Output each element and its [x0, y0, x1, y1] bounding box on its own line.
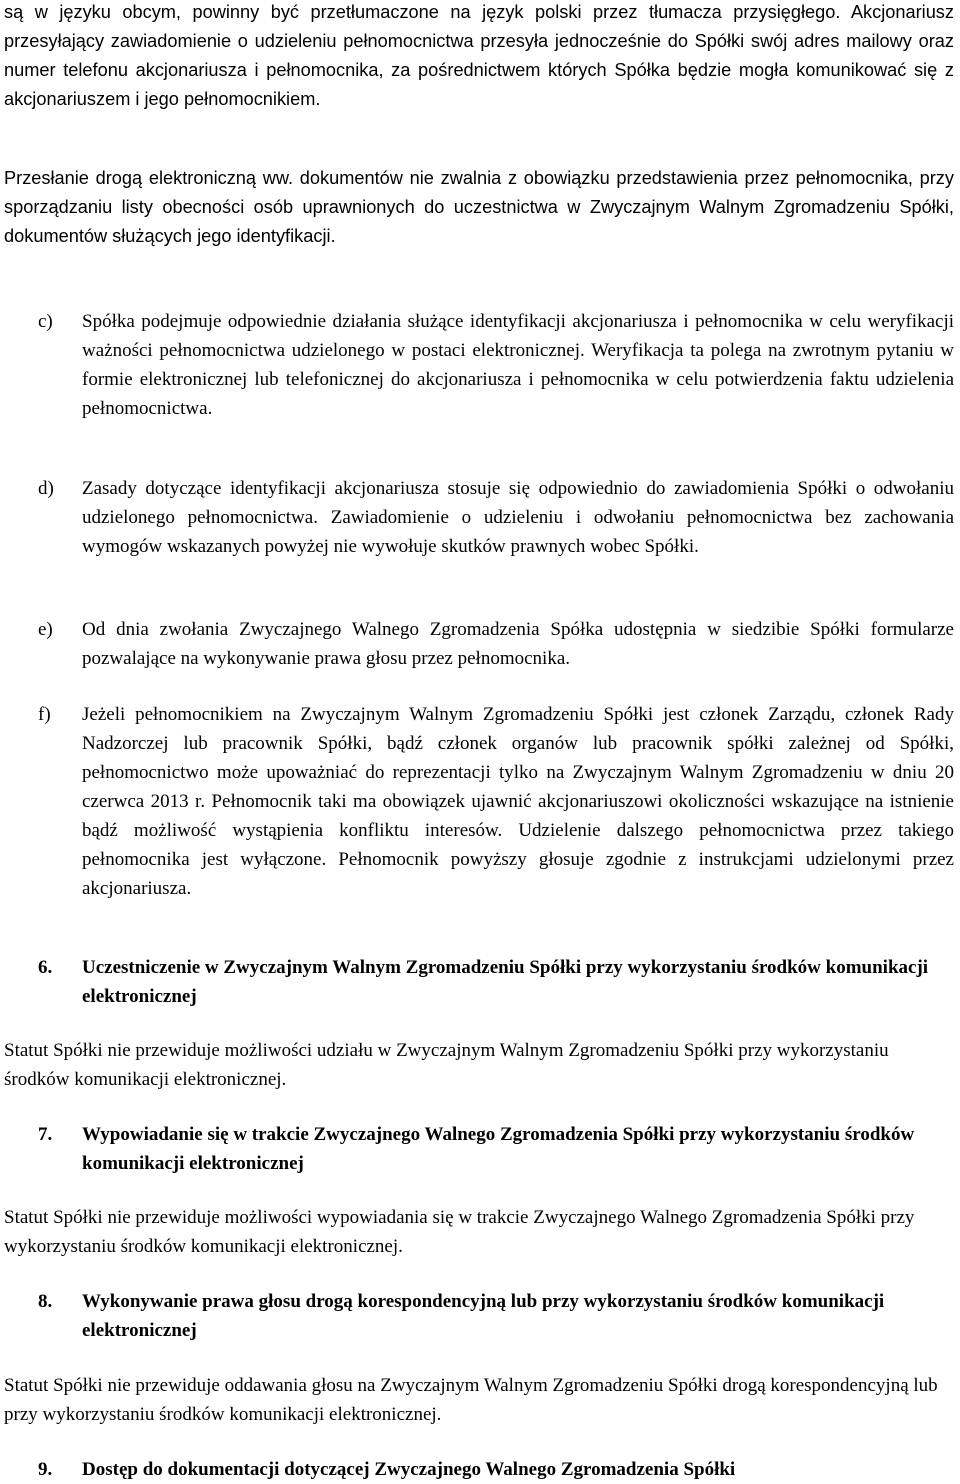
section-heading-9 [38, 1455, 954, 1484]
section-8-text: Statut Spółki nie przewiduje oddawania głosu na Zwyczajnym Walnym Zgromadzeniu Spółki drogą korespondencyjną lub przy wykorzystaniu środków komunikacji elektronicznej. [4, 1375, 938, 1425]
section-heading-7 [38, 1120, 954, 1178]
section-heading-6 [38, 953, 954, 1011]
section-title: Dostęp do dokumentacji dotyczącej Zwyczajnego Walnego Zgromadzenia Spółki [82, 1459, 736, 1480]
section-number: 9. [38, 1459, 53, 1480]
list-item-text: Od dnia zwołania Zwyczajnego Walnego Zgromadzenia Spółka udostępnia w siedzibie Spółki formularze pozwalające na wykonywanie prawa głosu przez pełnomocnika. [82, 619, 954, 669]
list-item-text: Jeżeli pełnomocnikiem na Zwyczajnym Walnym Zgromadzeniu Spółki jest członek Zarządu, członek Rady Nadzorczej lub pracownik Spółki, bądź członek organów lub pracownik spółki zależnej od Spółki, pełnomocnictwo może upoważniać do reprezentacji tylko na Zwyczajnym Walnym Zgromadzeniu w dniu 20 czerwca 2013 r. Pełnomocnik taki ma obowiązek ujawnić akcjonariuszowi okoliczności wskazujące na istnienie bądź możliwość wystąpienia konfliktu interesów. Udzielenie dalszego pełnomocnictwa przez takiego pełnomocnika jest wyłączone. Pełnomocnik powyższy głosuje zgodnie z instrukcjami udzielonymi przez akcjonariusza. [82, 704, 954, 899]
section-6-text: Statut Spółki nie przewiduje możliwości udziału w Zwyczajnym Walnym Zgromadzeniu Spółki przy wykorzystaniu środków komunikacji elektronicznej. [4, 1040, 889, 1090]
intro-paragraph-1: są w języku obcym, powinny być przetłumaczone na język polski przez tłumacza przysięgłego. Akcjonariusz przesyłający zawiadomienie o udzieleniu pełnomocnictwa przesyła jednocześnie do Spółki swój adres mailowy oraz numer telefonu akcjonariusza i pełnomocnika, za pośrednictwem których Spółka będzie mogła komunikować się z akcjonariuszem i jego pełnomocnikiem. [4, 2, 954, 109]
list-item-e [38, 615, 954, 673]
section-number: 8. [38, 1291, 53, 1312]
intro-paragraph-2: Przesłanie drogą elektroniczną ww. dokumentów nie zwalnia z obowiązku przedstawienia przez pełnomocnika, przy sporządzaniu listy obecności osób uprawnionych do uczestnictwa w Zwyczajnym Walnym Zgromadzeniu Spółki, dokumentów służących jego identyfikacji. [4, 168, 954, 246]
list-item-text: Spółka podejmuje odpowiednie działania służące identyfikacji akcjonariusza i pełnomocnika w celu weryfikacji ważności pełnomocnictwa udzielonego w postaci elektronicznej. Weryfikacja ta polega na zwrotnym pytaniu w formie elektronicznej lub telefonicznej do akcjonariusza i pełnomocnika w celu potwierdzenia faktu udzielenia pełnomocnictwa. [82, 311, 954, 419]
section-heading-8 [38, 1287, 954, 1345]
section-title: Wykonywanie prawa głosu drogą korespondencyjną lub przy wykorzystaniu środków komunikacji elektronicznej [82, 1291, 885, 1341]
section-number: 7. [38, 1124, 53, 1145]
list-marker: f) [38, 704, 51, 725]
section-title: Wypowiadanie się w trakcie Zwyczajnego Walnego Zgromadzenia Spółki przy wykorzystaniu środków komunikacji elektronicznej [82, 1124, 915, 1174]
list-marker: c) [38, 311, 53, 332]
list-marker: e) [38, 619, 53, 640]
list-marker: d) [38, 478, 54, 499]
section-number: 6. [38, 957, 53, 978]
section-7-text: Statut Spółki nie przewiduje możliwości wypowiadania się w trakcie Zwyczajnego Walnego Zgromadzenia Spółki przy wykorzystaniu środków komunikacji elektronicznej. [4, 1207, 915, 1257]
list-item-f [38, 700, 954, 903]
section-title: Uczestniczenie w Zwyczajnym Walnym Zgromadzeniu Spółki przy wykorzystaniu środków komunikacji elektronicznej [82, 957, 929, 1007]
list-item-c [38, 307, 954, 423]
list-item-d [38, 474, 954, 561]
list-item-text: Zasady dotyczące identyfikacji akcjonariusza stosuje się odpowiednio do zawiadomienia Spółki o odwołaniu udzielonego pełnomocnictwa. Zawiadomienie o udzieleniu i odwołaniu pełnomocnictwa bez zachowania wymogów wskazanych powyżej nie wywołuje skutków prawnych wobec Spółki. [82, 478, 954, 557]
